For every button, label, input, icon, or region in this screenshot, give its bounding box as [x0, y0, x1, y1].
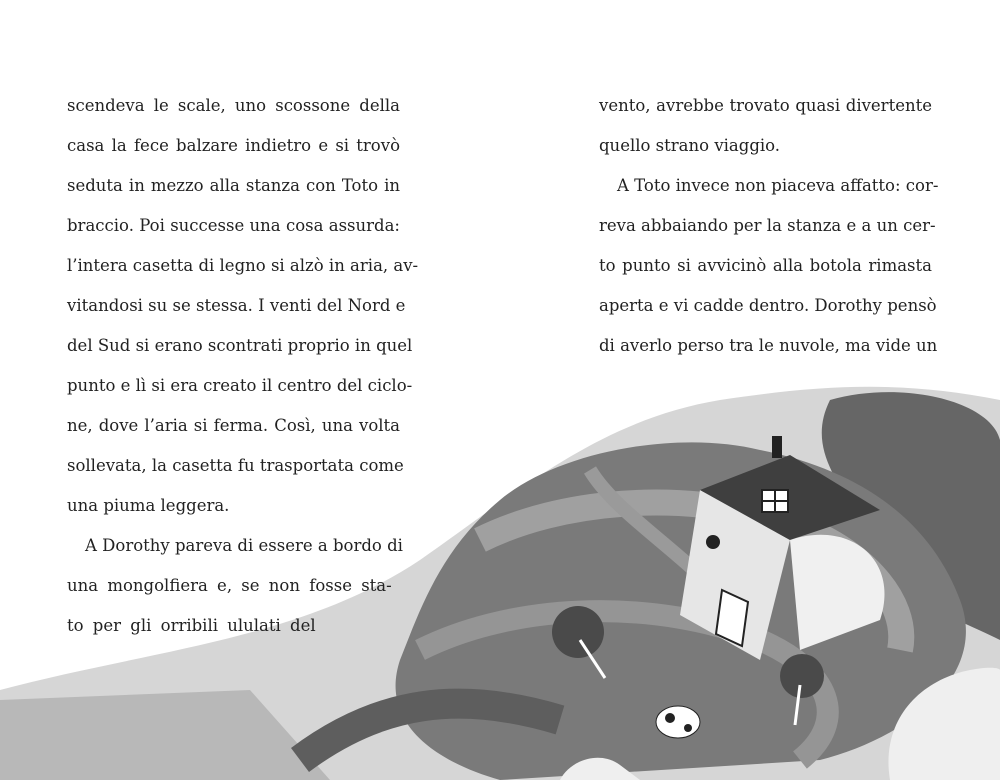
text-line: to punto si avvicinò alla botola rimasta [599, 256, 932, 275]
text-line: casa la fece balzare indietro e si trovò [67, 136, 400, 155]
text-line: di averlo perso tra le nuvole, ma vide un [599, 336, 938, 355]
text-line: A Toto invece non piaceva affatto: cor- [617, 176, 939, 195]
right-page-text [599, 88, 939, 368]
text-line: una piuma leggera. [67, 496, 230, 515]
text-line: sollevata, la casetta fu trasportata come [67, 456, 404, 475]
text-line: aperta e vi cadde dentro. Dorothy pensò [599, 296, 937, 315]
left-page-text [67, 88, 419, 648]
text-line: punto e lì si era creato il centro del ciclo- [67, 376, 413, 395]
text-line: vitandosi su se stessa. I venti del Nord e [67, 296, 406, 315]
text-line: l’intera casetta di legno si alzò in aria, av- [67, 256, 419, 275]
text-line: una mongolfiera e, se non fosse sta- [67, 576, 392, 595]
text-line: ne, dove l’aria si ferma. Così, una volta [67, 416, 400, 435]
text-line: braccio. Poi successe una cosa assurda: [67, 216, 400, 235]
text-line: A Dorothy pareva di essere a bordo di [85, 536, 403, 555]
text-line: to per gli orribili ululati del [67, 616, 316, 635]
text-line: quello strano viaggio. [599, 136, 781, 155]
cow [656, 706, 700, 738]
text-line: scendeva le scale, uno scossone della [67, 96, 400, 115]
text-line: del Sud si erano scontrati proprio in quel [67, 336, 413, 355]
text-line: seduta in mezzo alla stanza con Toto in [67, 176, 400, 195]
text-line: vento, avrebbe trovato quasi divertente [599, 96, 932, 115]
text-line: reva abbaiando per la stanza e a un cer- [599, 216, 936, 235]
